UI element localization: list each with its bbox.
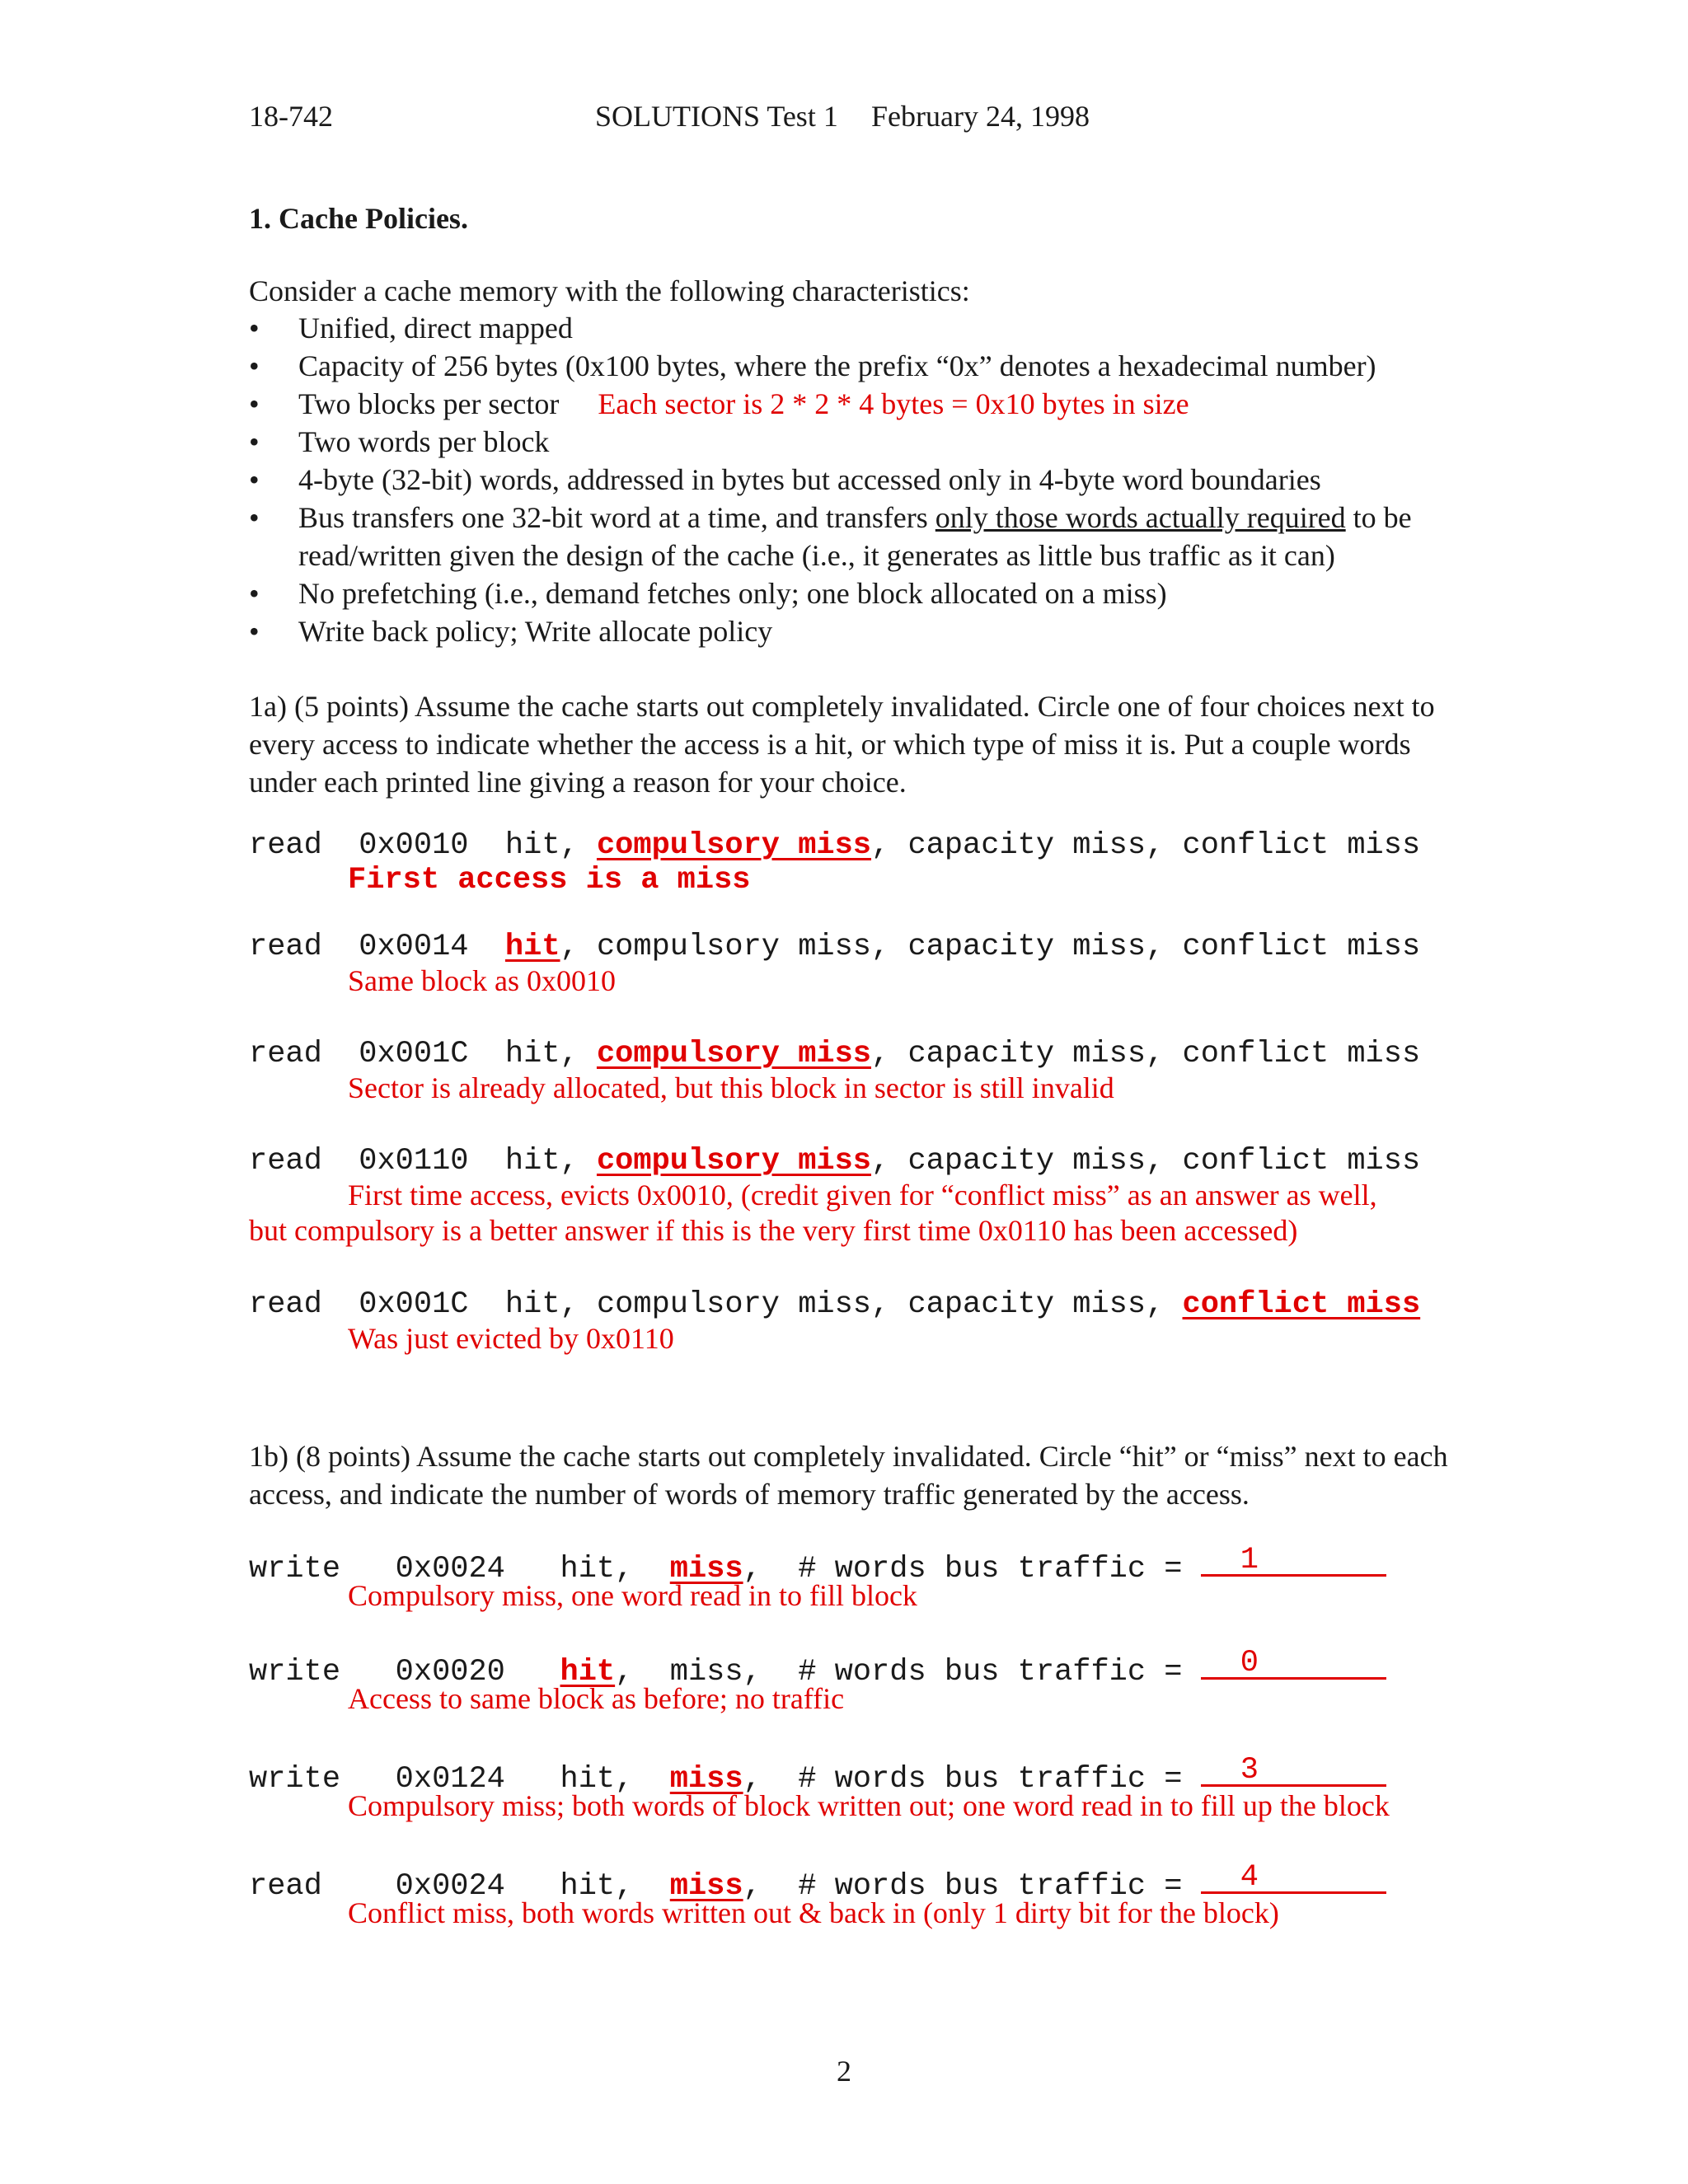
row-text: 0x001C [359,1287,469,1322]
row-text: 0x0110 [359,1144,469,1179]
bullet-icon: • [249,387,260,420]
traffic-answer-blank [1201,1646,1386,1680]
answer-reason: Access to same block as before; no traffic [348,1682,845,1715]
bullet-icon: • [249,615,260,648]
choice-conflict-miss: conflict miss [1182,1037,1421,1071]
traffic-label: # words bus traffic = [798,1869,1183,1904]
choice-capacity-miss: capacity miss [907,930,1146,964]
answer-reason: Compulsory miss; both words of block written out; one word read in to fill up the block [348,1789,1390,1822]
characteristics-list [249,309,1452,650]
list-item: • 4-byte (32-bit) words, addressed in bytes but accessed only in 4-byte word boundaries [249,461,1452,499]
choice-capacity-miss: capacity miss [907,1287,1146,1322]
choice-conflict-miss: conflict miss [1182,930,1421,964]
row-text: read [249,1144,322,1179]
access-row: read 0x0010 hit, compulsory miss, capacity miss, conflict miss [249,828,1421,863]
list-item: • Two blocks per sector Each sector is 2 * 2 * 4 bytes = 0x10 bytes in size [249,385,1452,423]
answer-conflict-miss: conflict miss [1182,1287,1421,1322]
access-row: read 0x0024 hit, miss, # words bus traffic = 4 [249,1860,1386,1905]
section-title: 1. Cache Policies. [249,202,468,235]
list-item: • Two words per block [249,423,1452,461]
page-header [249,97,1428,138]
list-item: • No prefetching (i.e., demand fetches only; one block allocated on a miss) [249,574,1452,612]
answer-reason: Compulsory miss, one word read in to fill block [348,1579,917,1612]
choice-hit: hit [504,828,560,863]
answer-hit: hit [560,1655,616,1690]
access-row: read 0x001C hit, compulsory miss, capacity miss, conflict miss [249,1037,1421,1071]
list-item: • Write back policy; Write allocate policy [249,612,1452,650]
access-row: write 0x0020 hit, miss, # words bus traffic = 0 [249,1646,1386,1691]
access-row: read 0x0110 hit, compulsory miss, capacity miss, conflict miss [249,1144,1421,1179]
choice-conflict-miss: conflict miss [1182,1144,1421,1179]
answer-compulsory-miss: compulsory miss [596,1037,872,1071]
part-b-prompt: 1b) (8 points) Assume the cache starts out completely invalidated. Circle “hit” or “miss” next to each access, and indicate the number of words of memory traffic generated by the access. [249,1440,1448,1511]
choice-compulsory-miss: compulsory miss [596,930,872,964]
row-text: 0x0024 [395,1869,505,1904]
bullet-icon: • [249,312,260,344]
access-row: write 0x0024 hit, miss, # words bus traffic = 1 [249,1543,1386,1588]
traffic-answer-blank [1201,1543,1386,1577]
row-text: 0x0024 [395,1552,505,1586]
row-text: write [249,1762,341,1797]
answer-miss: miss [669,1762,743,1797]
row-text: read [249,1869,322,1904]
answer-hit: hit [504,930,560,964]
choice-miss: miss [669,1655,743,1690]
choice-compulsory-miss: compulsory miss [596,1287,872,1322]
choice-hit: hit [504,1037,560,1071]
row-text: read [249,930,322,964]
bullet-icon: • [249,425,260,458]
answer-reason: Conflict miss, both words written out & back in (only 1 dirty bit for the block) [348,1896,1279,1929]
row-text: 0x0014 [359,930,469,964]
intro-text: Consider a cache memory with the following characteristics: [249,274,970,307]
answer-compulsory-miss: compulsory miss [596,1144,872,1179]
bullet-icon: • [249,501,260,534]
row-text: write [249,1655,341,1690]
list-item: • Unified, direct mapped [249,309,1452,347]
choice-hit: hit [560,1552,616,1586]
bullet-icon: • [249,463,260,496]
row-text: read [249,1037,322,1071]
page-number: 2 [837,2055,851,2088]
test-date: February 24, 1998 [871,100,1090,133]
answer-reason: First time access, evicts 0x0010, (credit given for “conflict miss” as an answer as well, [348,1179,1377,1212]
answer-reason: Sector is already allocated, but this block in sector is still invalid [348,1071,1114,1104]
choice-hit: hit [560,1869,616,1904]
choice-hit: hit [504,1144,560,1179]
row-text: 0x0020 [395,1655,505,1690]
answer-reason: Same block as 0x0010 [348,964,616,997]
bullet-icon: • [249,577,260,610]
sector-size-note: Each sector is 2 * 2 * 4 bytes = 0x10 bytes in size [598,387,1189,420]
access-row: write 0x0124 hit, miss, # words bus traffic = 3 [249,1753,1386,1798]
course-number: 18-742 [249,100,333,133]
traffic-answer-blank [1201,1753,1386,1787]
traffic-answer: 4 [1240,1860,1259,1895]
answer-compulsory-miss: compulsory miss [596,828,872,863]
row-text: read [249,1287,322,1322]
answer-reason-continued: but compulsory is a better answer if this is the very first time 0x0110 has been accessed) [249,1214,1298,1247]
row-text: read [249,828,322,863]
choice-hit: hit [504,1287,560,1322]
access-row: read 0x001C hit, compulsory miss, capacity miss, conflict miss [249,1287,1421,1322]
choice-capacity-miss: capacity miss [907,1144,1146,1179]
test-title: SOLUTIONS Test 1 [595,100,838,133]
traffic-label: # words bus traffic = [798,1552,1183,1586]
answer-reason: First access is a miss [348,863,751,898]
choice-conflict-miss: conflict miss [1182,828,1421,863]
part-a-prompt: 1a) (5 points) Assume the cache starts out completely invalidated. Circle one of four choices next to every access to indicate whether the access is a hit, or which type of miss it is. Put a couple words under each printed line giving a reason for your choice. [249,690,1435,799]
row-text: 0x0124 [395,1762,505,1797]
traffic-label: # words bus traffic = [798,1655,1183,1690]
answer-miss: miss [669,1552,743,1586]
row-text: 0x0010 [359,828,469,863]
traffic-answer-blank [1201,1860,1386,1894]
traffic-answer: 1 [1240,1543,1259,1577]
choice-capacity-miss: capacity miss [907,1037,1146,1071]
underlined-phrase: only those words actually required [935,501,1346,534]
access-row: read 0x0014 hit, compulsory miss, capacity miss, conflict miss [249,930,1421,964]
bullet-icon: • [249,349,260,382]
answer-reason: Was just evicted by 0x0110 [348,1322,674,1355]
traffic-label: # words bus traffic = [798,1762,1183,1797]
answer-miss: miss [669,1869,743,1904]
traffic-answer: 3 [1240,1753,1259,1788]
list-item: • Bus transfers one 32-bit word at a time, and transfers only those words actually required to be read/written given the design of the cache (i.e., it generates as little bus traffic as it can) [249,499,1452,574]
choice-hit: hit [560,1762,616,1797]
row-text: write [249,1552,341,1586]
choice-capacity-miss: capacity miss [907,828,1146,863]
row-text: 0x001C [359,1037,469,1071]
list-item: • Capacity of 256 bytes (0x100 bytes, where the prefix “0x” denotes a hexadecimal number) [249,347,1452,385]
traffic-answer: 0 [1240,1646,1259,1680]
